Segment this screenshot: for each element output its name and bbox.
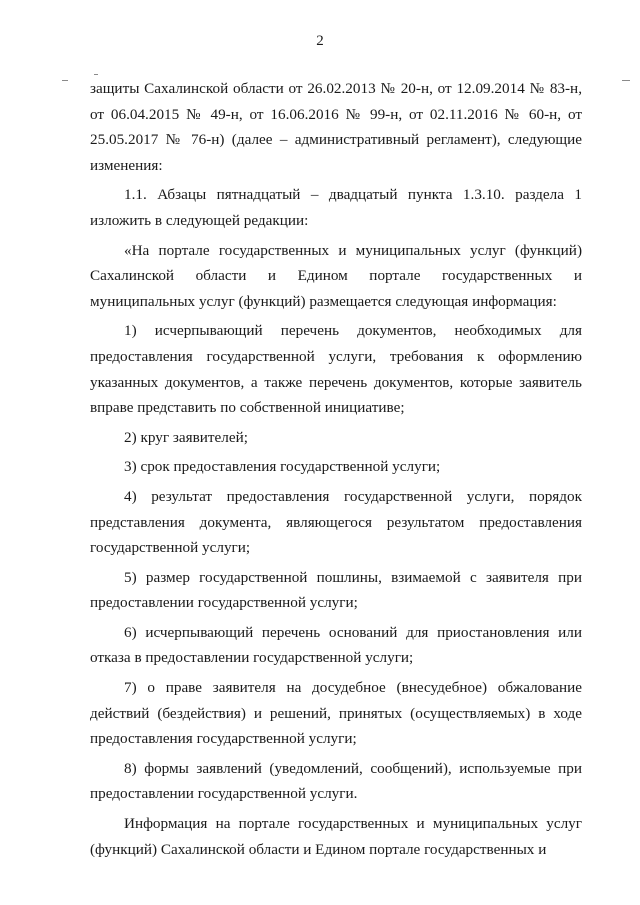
list-item-8: 8) формы заявлений (уведомлений, сообщений), используемые при предоставлении государственной услуги.: [90, 759, 582, 803]
list-item-2: 2) круг заявителей;: [124, 428, 248, 446]
paragraph-continuation: защиты Сахалинской области от 26.02.2013 № 20-н, от 12.09.2014 № 83-н, от 06.04.2015 № 49-н, от 16.06.2016 № 99-н, от 02.11.2016 № 60-н, от 25.05.2017 № 76-н) (далее – административный регламент), следующие изменения:: [90, 80, 582, 174]
scan-mark-left-2: [94, 74, 98, 75]
list-item-7: 7) о праве заявителя на досудебное (внесудебное) обжалование действий (бездействия) и решений, принятых (осуществляемых) в ходе предоставления государственной услуги;: [90, 679, 582, 748]
list-item-3: 3) срок предоставления государственной услуги;: [124, 458, 441, 476]
list-item-1: 1) исчерпывающий перечень документов, необходимых для предоставления государственной услуги, требования к оформлению указанных документов, а также перечень документов, которые заявитель вправе представить по собственной инициативе;: [90, 322, 582, 417]
list-item-4: 4) результат предоставления государственной услуги, порядок представления документа, являющегося результатом предоставления государственной услуги;: [90, 487, 582, 557]
page-number: 2: [316, 33, 324, 49]
list-item-5: 5) размер государственной пошлины, взимаемой с заявителя при предоставлении государственной услуги;: [90, 568, 582, 612]
paragraph-amendment-1-1: 1.1. Абзацы пятнадцатый – двадцатый пункта 1.3.10. раздела 1 изложить в следующей редакции:: [90, 186, 582, 229]
scan-mark-right: [622, 80, 630, 81]
list-item-6: 6) исчерпывающий перечень оснований для приостановления или отказа в предоставлении государственной услуги;: [90, 623, 582, 667]
scan-mark-left: [62, 80, 68, 81]
paragraph-portal-info-intro: «На портале государственных и муниципальных услуг (функций) Сахалинской области и Едином портале государственных и муниципальных услуг (функций) размещается следующая информация:: [90, 241, 582, 310]
document-body: [90, 76, 582, 862]
paragraph-portal-info-continued: Информация на портале государственных и муниципальных услуг (функций) Сахалинской области и Едином портале государственных и: [90, 815, 582, 858]
